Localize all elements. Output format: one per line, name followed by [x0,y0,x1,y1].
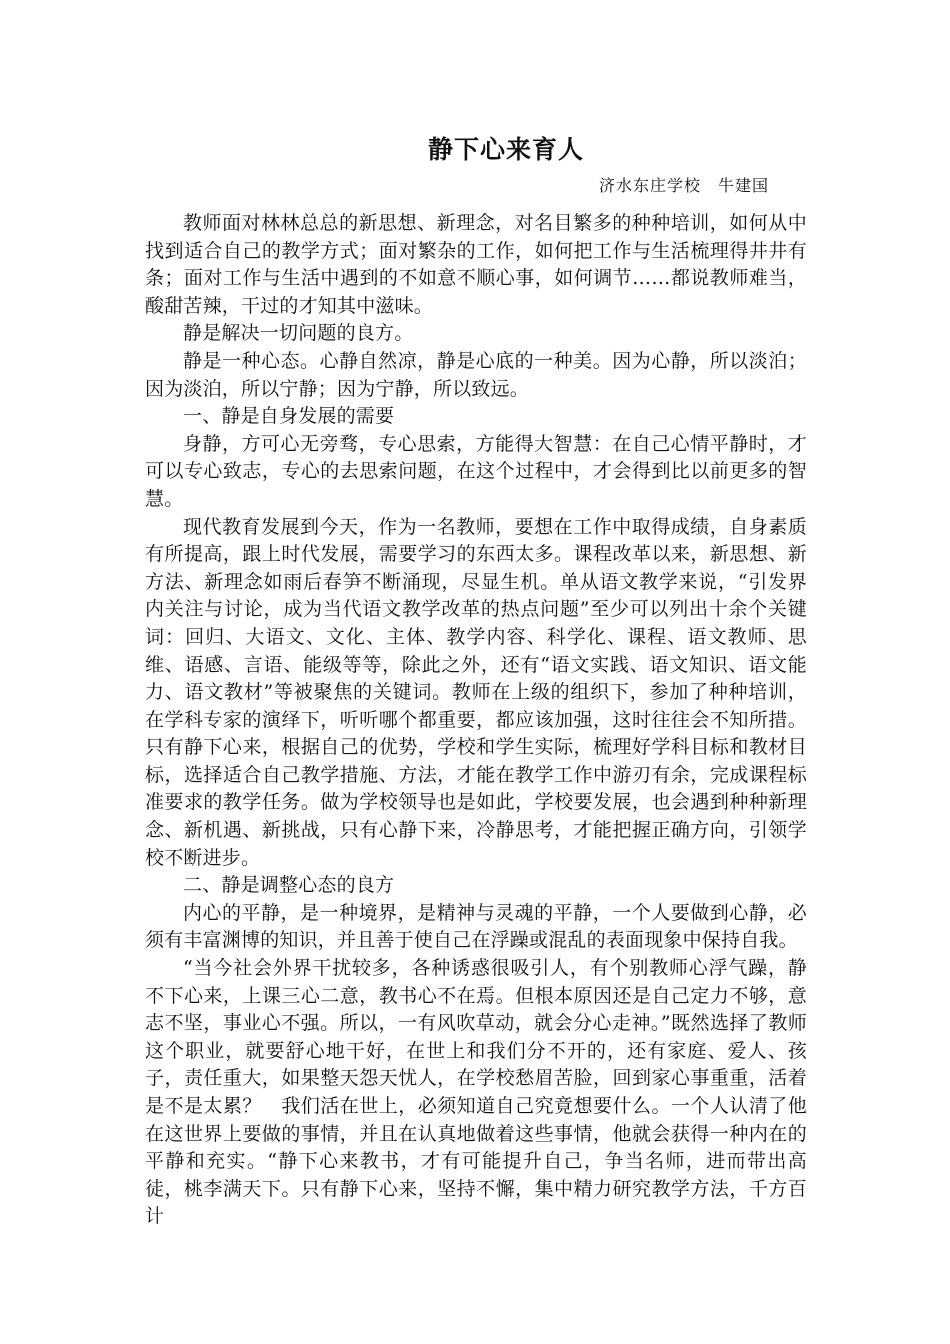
author-line: 济水东庄学校 牛建国 [598,176,769,195]
paragraph: “当今社会外界干扰较多，各种诱惑很吸引人，有个别教师心浮气躁，静不下心来，上课三心二意，教书心不在焉。但根本原因还是自己定力不够，意志不坚，事业心不强。所以，一有风吹草动，就会分心走神。”既然选择了教师这个职业，就要舒心地干好，在世上和我们分不开的，还有家庭、爱人、孩子，责任重大，如果整天怨天忧人，在学校愁眉苦脸，回到家心事重重，活着是不是太累？ 我们活在世上，必须知道自己究竟想要什么。一个人认清了他在这世界上要做的事情，并且在认真地做着这些事情，他就会获得一种内在的平静和充实。“静下心来教书，才有可能提升自己，争当名师，进而带出高徒，桃李满天下。只有静下心来，坚持不懈，集中精力研究教学方法，千方百计 [145,957,807,1228]
paragraph: 现代教育发展到今天，作为一名教师，要想在工作中取得成绩，自身素质有所提高，跟上时代发展，需要学习的东西太多。课程改革以来，新思想、新方法、新理念如雨后春笋不断涌现，尽显生机。单从语文教学来说，“引发界内关注与讨论，成为当代语文教学改革的热点问题”至少可以列出十余个关键词：回归、大语文、文化、主体、教学内容、科学化、课程、语文教师、思维、语感、言语、能级等等，除此之外，还有“语文实践、语文知识、语文能力、语文教材”等被聚焦的关键词。教师在上级的组织下，参加了种种培训，在学科专家的演绎下，听听哪个都重要，都应该加强，这时往往会不知所措。只有静下心来，根据自己的优势，学校和学生实际，梳理好学科目标和教材目标，选择适合自己教学措施、方法，才能在教学工作中游刃有余，完成课程标准要求的教学任务。做为学校领导也是如此，学校要发展，也会遇到种种新理念、新机遇、新挑战，只有心静下来，冷静思考，才能把握正确方向，引领学校不断进步。 [145,515,807,869]
document-page [145,128,807,1231]
paragraph: 静是解决一切问题的良方。 [183,322,414,345]
document-title: 静下心来育人 [427,135,584,164]
paragraph: 教师面对林林总总的新思想、新理念，对名目繁多的种种培训，如何从中找到适合自己的教学方式；面对繁杂的工作，如何把工作与生活梳理得井井有条；面对工作与生活中遇到的不如意不顺心事，如何调节……都说教师难当，酸甜苦辣，干过的才知其中滋味。 [145,212,807,317]
section-heading: 二、静是调整心态的良方 [183,874,395,897]
paragraph: 静是一种心态。心静自然凉，静是心底的一种美。因为心静，所以淡泊；因为淡泊，所以宁静；因为宁静，所以致远。 [145,349,807,400]
document-body [145,210,807,1231]
paragraph: 身静，方可心无旁骛，专心思索，方能得大智慧：在自己心情平静时，才可以专心致志，专心的去思索问题，在这个过程中，才会得到比以前更多的智慧。 [145,432,807,510]
paragraph: 内心的平静，是一种境界，是精神与灵魂的平静，一个人要做到心静，必须有丰富渊博的知识，并且善于使自己在浮躁或混乱的表面现象中保持自我。 [145,901,807,952]
section-heading: 一、静是自身发展的需要 [183,405,395,428]
